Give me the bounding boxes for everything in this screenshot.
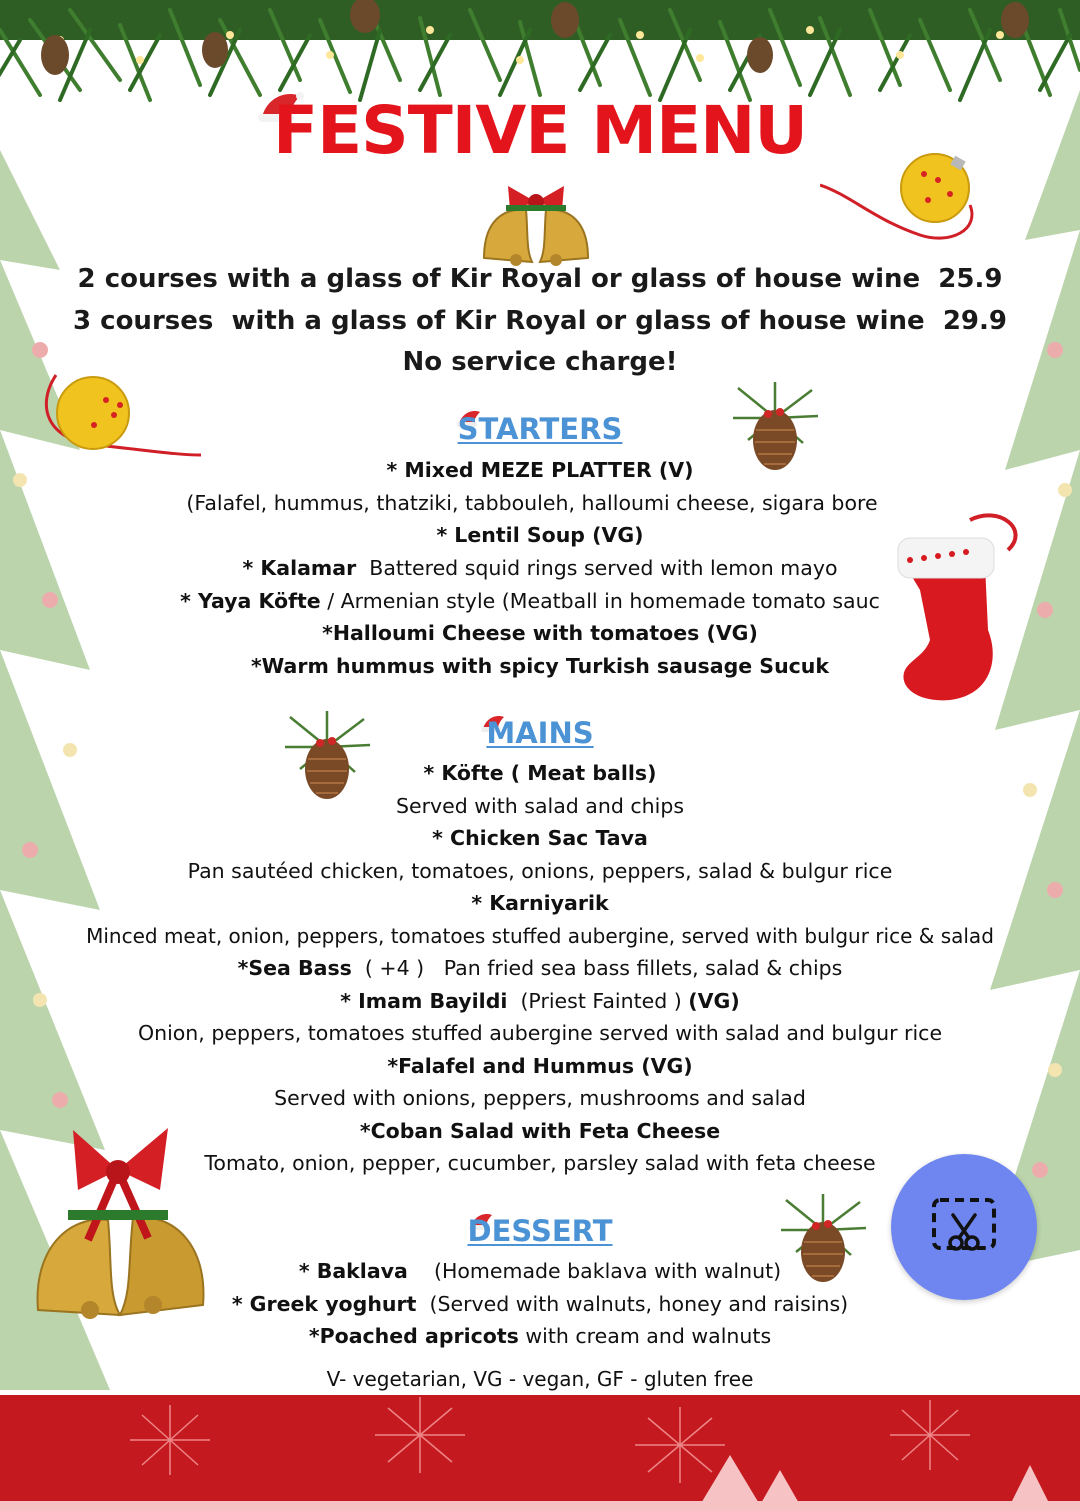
main-item-name: * Imam Bayildi <box>340 989 508 1013</box>
stocking-icon <box>890 510 1025 705</box>
dessert-item-name: *Poached apricots <box>308 1324 519 1348</box>
main-item-name: * Karniyarik <box>471 891 609 915</box>
main-item-tag: (VG) <box>688 989 740 1013</box>
mains-heading: MAINS <box>486 716 594 750</box>
starters-heading: STARTERS <box>457 412 623 446</box>
screenshot-scissors-icon <box>931 1197 997 1257</box>
starter-item-name: *Warm hummus with spicy Turkish sausage Sucuk <box>250 654 830 678</box>
screenshot-button[interactable] <box>891 1154 1037 1300</box>
main-item-name: * Köfte ( Meat balls) <box>423 761 657 785</box>
main-item-description: Minced meat, onion, peppers, tomatoes stuffed aubergine, served with bulgur rice & salad <box>86 924 994 948</box>
dessert-item-description: (Homemade baklava with walnut) <box>407 1259 782 1283</box>
service-charge-note: No service charge! <box>402 347 678 377</box>
offer-three-courses <box>0 306 1080 336</box>
dessert-item <box>0 1324 1080 1348</box>
dessert-item-name: * Greek yoghurt <box>231 1292 417 1316</box>
main-item-description: Served with onions, peppers, mushrooms and salad <box>274 1086 806 1110</box>
main-item-description: ( +4 ) Pan fried sea bass fillets, salad & chips <box>351 956 843 980</box>
main-item <box>0 826 1080 850</box>
dessert-item <box>0 1292 1080 1316</box>
main-item <box>0 989 1080 1013</box>
main-item <box>0 891 1080 915</box>
starter-item-description: (Falafel, hummus, thatziki, tabbouleh, halloumi cheese, sigara bore <box>186 491 878 515</box>
starter-item-name: *Halloumi Cheese with tomatoes (VG) <box>322 621 758 645</box>
offer-two-courses-price: 25.9 <box>938 264 1003 294</box>
starter-item-description: / Armenian style (Meatball in homemade tomato sauc <box>320 589 880 613</box>
bells-icon <box>466 180 606 270</box>
starter-item-description: Battered squid rings served with lemon mayo <box>356 556 838 580</box>
starter-item-name: * Mixed MEZE PLATTER (V) <box>386 458 694 482</box>
starter-item-name: * Yaya Köfte <box>180 589 321 613</box>
dessert-item-description: with cream and walnuts <box>518 1324 772 1348</box>
main-item-name: * Chicken Sac Tava <box>432 826 648 850</box>
main-item-description: (Priest Fainted ) <box>507 989 689 1013</box>
main-item <box>0 761 1080 785</box>
main-item-name: *Sea Bass <box>237 956 352 980</box>
starter-item-name: * Lentil Soup (VG) <box>436 523 644 547</box>
ornament-ball-icon <box>820 150 985 245</box>
main-item <box>0 956 1080 980</box>
starter-item <box>0 458 1080 482</box>
starter-item-name: * Kalamar <box>242 556 357 580</box>
dietary-legend: V- vegetarian, VG - vegan, GF - gluten free <box>326 1367 754 1391</box>
dessert-item-name: * Baklava <box>298 1259 408 1283</box>
main-item-description: Tomato, onion, pepper, cucumber, parsley salad with feta cheese <box>204 1151 876 1175</box>
fireworks-footer-band <box>0 1395 1080 1511</box>
offer-two-courses <box>0 264 1080 294</box>
offer-three-courses-price: 29.9 <box>942 306 1007 336</box>
main-item-description: Pan sautéed chicken, tomatoes, onions, peppers, salad & bulgur rice <box>187 859 893 883</box>
offer-two-courses-text: 2 courses with a glass of Kir Royal or glass of house wine <box>77 264 921 294</box>
main-item-description: Served with salad and chips <box>395 794 685 818</box>
offer-three-courses-text: 3 courses with a glass of Kir Royal or glass of house wine <box>73 306 925 336</box>
main-item-description: Onion, peppers, tomatoes stuffed aubergine served with salad and bulgur rice <box>137 1021 943 1045</box>
page-title: FESTIVE MENU <box>272 92 807 169</box>
dessert-item-description: (Served with walnuts, honey and raisins) <box>416 1292 849 1316</box>
main-item <box>0 1054 1080 1078</box>
main-item-name: *Coban Salad with Feta Cheese <box>359 1119 721 1143</box>
pine-cone-icon <box>280 706 374 804</box>
dessert-heading: DESSERT <box>467 1214 613 1248</box>
main-item-name: *Falafel and Hummus (VG) <box>387 1054 693 1078</box>
